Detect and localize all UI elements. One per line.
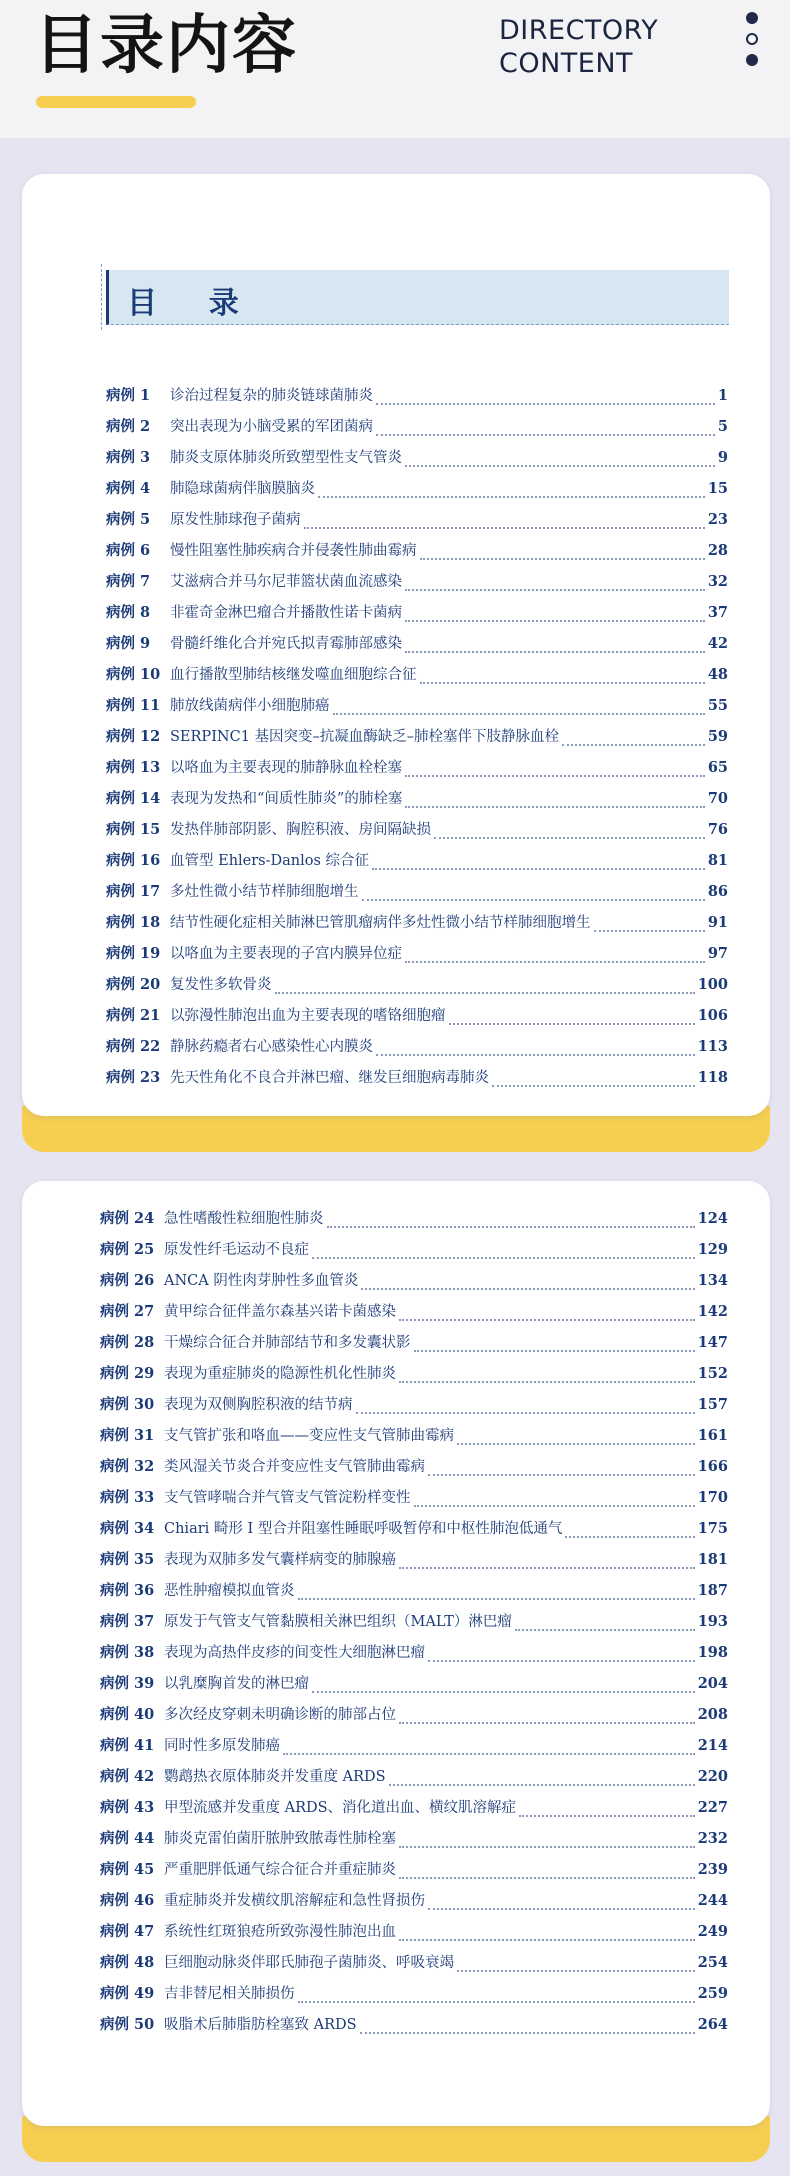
case-title: 以咯血为主要表现的子宫内膜异位症 [170,946,402,962]
page-number: 204 [697,1675,728,1692]
card-body [22,174,770,1116]
page-number: 181 [697,1551,728,1568]
toc-entry[interactable] [106,477,728,508]
case-number: 病例 5 [106,511,151,528]
page-number: 220 [697,1768,728,1785]
dot-leader [420,557,705,560]
page-number: 113 [697,1038,728,1055]
case-title: 恶性肿瘤模拟血管炎 [164,1583,295,1599]
case-number: 病例 9 [106,635,151,652]
toc-entry[interactable] [100,1548,728,1579]
dot-leader [562,743,705,746]
page-number: 81 [707,852,728,869]
case-number: 病例 41 [100,1737,155,1754]
case-number: 病例 18 [106,914,161,931]
dot-leader [515,1628,695,1631]
page-number: 15 [707,480,728,497]
case-number: 病例 50 [100,2016,155,2033]
page-subtitle [499,14,658,80]
page-number: 32 [707,573,728,590]
case-title: 多灶性微小结节样肺细胞增生 [170,884,359,900]
toc-entry[interactable] [100,1827,728,1858]
dot-leader [414,1504,695,1507]
page-number: 254 [697,1954,728,1971]
case-title: 类风湿关节炎合并变应性支气管肺曲霉病 [164,1459,425,1475]
case-number: 病例 28 [100,1334,155,1351]
toc-entry[interactable] [106,911,728,942]
case-number: 病例 31 [100,1427,155,1444]
page-number: 227 [697,1799,728,1816]
case-title: 表现为发热和“间质性肺炎”的肺栓塞 [170,791,403,807]
case-number: 病例 16 [106,852,161,869]
case-title: SERPINC1 基因突变–抗凝血酶缺乏–肺栓塞伴下肢静脉血栓 [170,729,560,745]
case-title: 原发于气管支气管黏膜相关淋巴组织（MALT）淋巴瘤 [164,1614,512,1630]
case-number: 病例 11 [106,697,161,714]
page-number: 28 [707,542,728,559]
subtitle-line1: DIRECTORY [499,15,659,46]
toc-entry[interactable] [106,663,728,694]
case-number: 病例 1 [106,387,151,404]
page-number: 147 [697,1334,728,1351]
dot-leader [519,1814,695,1817]
case-number: 病例 25 [100,1241,155,1258]
toc-entry[interactable] [100,1300,728,1331]
case-number: 病例 44 [100,1830,155,1847]
toc-heading: 目 录 [127,286,241,321]
toc-entry[interactable] [100,1703,728,1734]
dot-leader [428,1907,695,1910]
toc-list [106,384,728,1097]
toc-entry[interactable] [100,1393,728,1424]
page-number: 48 [707,666,728,683]
case-number: 病例 32 [100,1458,155,1475]
toc-entry[interactable] [106,973,728,1004]
page-number: 187 [697,1582,728,1599]
toc-entry[interactable] [100,1734,728,1765]
page-number: 166 [697,1458,728,1475]
page-number: 193 [697,1613,728,1630]
case-number: 病例 23 [106,1069,161,1086]
page-number: 249 [697,1923,728,1940]
page-number: 129 [697,1241,728,1258]
case-number: 病例 45 [100,1861,155,1878]
page-number: 264 [697,2016,728,2033]
toc-list [100,1207,728,2044]
card-body [22,1181,770,2126]
case-title: 非霍奇金淋巴瘤合并播散性诺卡菌病 [170,605,402,621]
case-title: 多次经皮穿刺未明确诊断的肺部占位 [164,1707,396,1723]
case-number: 病例 43 [100,1799,155,1816]
page-number: 70 [707,790,728,807]
dot-leader [298,2000,695,2003]
dot-leader [405,774,705,777]
case-title: 原发性肺球孢子菌病 [170,512,301,528]
dot-leader [389,1783,695,1786]
dot-leader [283,1752,695,1755]
case-title: 血管型 Ehlers-Danlos 综合征 [170,853,370,869]
toc-entry[interactable] [100,1269,728,1300]
toc-entry[interactable] [100,1424,728,1455]
case-number: 病例 38 [100,1644,155,1661]
case-title: 静脉药瘾者右心感染性心内膜炎 [170,1039,373,1055]
case-number: 病例 35 [100,1551,155,1568]
case-number: 病例 13 [106,759,161,776]
case-number: 病例 47 [100,1923,155,1940]
toc-entry[interactable] [106,446,728,477]
case-title: 急性嗜酸性粒细胞性肺炎 [164,1211,324,1227]
dot-leader [405,588,705,591]
case-number: 病例 19 [106,945,161,962]
toc-entry[interactable] [100,1951,728,1982]
case-title: 骨髓纤维化合并宛氏拟青霉肺部感染 [170,636,402,652]
dot-leader [405,805,704,808]
toc-entry[interactable] [106,601,728,632]
dot-leader [405,960,705,963]
case-title: 黄甲综合征伴盖尔森基兴诺卡菌感染 [164,1304,396,1320]
toc-entry[interactable] [106,725,728,756]
toc-entry[interactable] [106,570,728,601]
page-number: 170 [697,1489,728,1506]
page-number: 124 [697,1210,728,1227]
dot-ring-icon [746,33,758,45]
case-number: 病例 36 [100,1582,155,1599]
case-title: Chiari 畸形 Ⅰ 型合并阻塞性睡眠呼吸暂停和中枢性肺泡低通气 [164,1521,563,1537]
case-title: 艾滋病合并马尔尼菲篮状菌血流感染 [170,574,402,590]
case-title: 诊治过程复杂的肺炎链球菌肺炎 [170,388,373,404]
page-number: 232 [697,1830,728,1847]
dot-leader [327,1225,695,1228]
case-title: ANCA 阴性肉芽肿性多血管炎 [164,1273,359,1289]
case-title: 吉非替尼相关肺损伤 [164,1986,295,2002]
dot-leader [457,1969,695,1972]
dot-leader [565,1535,694,1538]
case-title: 表现为双肺多发气囊样病变的肺腺癌 [164,1552,396,1568]
dot-leader [399,1721,695,1724]
case-number: 病例 4 [106,480,151,497]
dot-leader [399,1318,695,1321]
toc-entry[interactable] [106,384,728,415]
case-title: 表现为重症肺炎的隐源性机化性肺炎 [164,1366,396,1382]
case-number: 病例 24 [100,1210,155,1227]
dot-leader [372,867,705,870]
toc-entry[interactable] [100,1455,728,1486]
toc-entry[interactable] [100,1858,728,1889]
case-title: 肺炎支原体肺炎所致塑型性支气管炎 [170,450,402,466]
toc-entry[interactable] [100,1579,728,1610]
toc-entry[interactable] [106,415,728,446]
toc-entry[interactable] [100,1889,728,1920]
toc-entry[interactable] [106,694,728,725]
case-title: 鹦鹉热衣原体肺炎并发重度 ARDS [164,1769,386,1785]
page-number: 100 [697,976,728,993]
case-title: 甲型流感并发重度 ARDS、消化道出血、横纹肌溶解症 [164,1800,517,1816]
case-number: 病例 37 [100,1613,155,1630]
toc-entry[interactable] [106,818,728,849]
case-title: 干燥综合征合并肺部结节和多发囊状影 [164,1335,411,1351]
toc-card-1 [22,174,770,1152]
page-number: 161 [697,1427,728,1444]
toc-entry[interactable] [100,1672,728,1703]
case-title: 肺炎克雷伯菌肝脓肿致脓毒性肺栓塞 [164,1831,396,1847]
dot-leader [399,1876,695,1879]
case-title: 血行播散型肺结核继发噬血细胞综合征 [170,667,417,683]
dot-filled-icon [746,12,758,24]
case-number: 病例 7 [106,573,151,590]
dot-leader [312,1256,695,1259]
case-title: 表现为双侧胸腔积液的结节病 [164,1397,353,1413]
toc-entry[interactable] [100,1765,728,1796]
page-number: 106 [697,1007,728,1024]
case-title: 系统性红斑狼疮所致弥漫性肺泡出血 [164,1924,396,1940]
dot-leader [594,929,705,932]
toc-entry[interactable] [100,1486,728,1517]
page-number: 1 [717,387,728,404]
case-number: 病例 46 [100,1892,155,1909]
toc-entry[interactable] [100,1610,728,1641]
dot-leader [304,526,705,529]
dot-leader [376,402,715,405]
case-title: 发热伴肺部阴影、胸腔积液、房间隔缺损 [170,822,431,838]
toc-entry[interactable] [106,787,728,818]
dot-leader [434,836,705,839]
page-number: 157 [697,1396,728,1413]
toc-entry[interactable] [106,880,728,911]
toc-heading-box [106,270,729,325]
dot-leader [414,1349,695,1352]
dot-leader [420,681,705,684]
case-number: 病例 27 [100,1303,155,1320]
case-title: 以咯血为主要表现的肺静脉血栓栓塞 [170,760,402,776]
case-title: 巨细胞动脉炎伴耶氏肺孢子菌肺炎、呼吸衰竭 [164,1955,454,1971]
case-number: 病例 49 [100,1985,155,2002]
dot-filled-icon [746,54,758,66]
toc-entry[interactable] [106,849,728,880]
page-number: 42 [707,635,728,652]
case-number: 病例 22 [106,1038,161,1055]
dot-leader [298,1597,695,1600]
toc-card-2 [22,1181,770,2162]
case-title: 慢性阻塞性肺疾病合并侵袭性肺曲霉病 [170,543,417,559]
case-title: 先天性角化不良合并淋巴瘤、继发巨细胞病毒肺炎 [170,1070,489,1086]
toc-entry[interactable] [106,1035,728,1066]
page-number: 152 [697,1365,728,1382]
dot-leader [449,1022,695,1025]
dot-leader [275,991,695,994]
case-title: 肺放线菌病伴小细胞肺癌 [170,698,330,714]
case-number: 病例 33 [100,1489,155,1506]
case-number: 病例 42 [100,1768,155,1785]
page-number: 5 [717,418,728,435]
case-title: 复发性多软骨炎 [170,977,272,993]
case-title: 严重肥胖低通气综合征合并重症肺炎 [164,1862,396,1878]
page-number: 91 [707,914,728,931]
toc-entry[interactable] [106,1004,728,1035]
case-number: 病例 6 [106,542,151,559]
dot-leader [376,433,715,436]
page-number: 97 [707,945,728,962]
page-number: 37 [707,604,728,621]
dot-leader [376,1053,695,1056]
dot-leader [333,712,705,715]
case-number: 病例 20 [106,976,161,993]
subtitle-line2: CONTENT [499,48,634,79]
case-title: 以乳糜胸首发的淋巴瘤 [164,1676,309,1692]
title-underline [36,96,196,108]
case-title: 吸脂术后肺脂肪栓塞致 ARDS [164,2017,357,2033]
toc-entry[interactable] [100,1641,728,1672]
toc-entry[interactable] [100,1331,728,1362]
toc-entry[interactable] [100,1362,728,1393]
case-title: 同时性多原发肺癌 [164,1738,280,1754]
case-title: 支气管扩张和咯血——变应性支气管肺曲霉病 [164,1428,454,1444]
toc-entry[interactable] [106,942,728,973]
case-number: 病例 26 [100,1272,155,1289]
toc-entry[interactable] [100,1207,728,1238]
page-number: 23 [707,511,728,528]
page-header [0,0,790,138]
case-number: 病例 48 [100,1954,155,1971]
dot-leader [361,1287,694,1290]
toc-entry[interactable] [100,1517,728,1548]
page-number: 118 [697,1069,728,1086]
case-number: 病例 3 [106,449,151,466]
toc-entry[interactable] [106,632,728,663]
case-number: 病例 8 [106,604,151,621]
dot-leader [405,650,705,653]
dot-leader [399,1566,695,1569]
case-title: 支气管哮喘合并气管支气管淀粉样变性 [164,1490,411,1506]
page-number: 244 [697,1892,728,1909]
case-number: 病例 14 [106,790,161,807]
dot-leader [492,1084,695,1087]
case-number: 病例 21 [106,1007,161,1024]
case-number: 病例 10 [106,666,161,683]
case-title: 突出表现为小脑受累的军团菌病 [170,419,373,435]
case-number: 病例 12 [106,728,161,745]
page-number: 239 [697,1861,728,1878]
case-number: 病例 29 [100,1365,155,1382]
page-number: 86 [707,883,728,900]
page-number: 9 [717,449,728,466]
case-number: 病例 15 [106,821,161,838]
toc-entry[interactable] [100,1920,728,1951]
case-number: 病例 30 [100,1396,155,1413]
case-title: 原发性纤毛运动不良症 [164,1242,309,1258]
page-number: 259 [697,1985,728,2002]
decorative-dots [746,12,760,75]
dot-leader [312,1690,695,1693]
page-number: 208 [697,1706,728,1723]
toc-entry[interactable] [100,1238,728,1269]
dot-leader [318,495,705,498]
page-number: 59 [707,728,728,745]
case-title: 肺隐球菌病伴脑膜脑炎 [170,481,315,497]
dot-leader [457,1442,695,1445]
case-number: 病例 2 [106,418,151,435]
toc-entry[interactable] [106,756,728,787]
toc-entry[interactable] [106,539,728,570]
page-title: 目录内容 [34,9,298,83]
page-number: 142 [697,1303,728,1320]
toc-entry[interactable] [100,2013,728,2044]
dot-leader [428,1659,695,1662]
case-title: 重症肺炎并发横纹肌溶解症和急性肾损伤 [164,1893,425,1909]
dot-leader [360,2031,695,2034]
page-number: 65 [707,759,728,776]
page-number: 214 [697,1737,728,1754]
toc-entry[interactable] [106,1066,728,1097]
toc-entry[interactable] [100,1982,728,2013]
toc-entry[interactable] [106,508,728,539]
case-number: 病例 34 [100,1520,155,1537]
dot-leader [362,898,705,901]
dot-leader [405,464,715,467]
case-title: 以弥漫性肺泡出血为主要表现的嗜铬细胞瘤 [170,1008,446,1024]
page-number: 175 [697,1520,728,1537]
case-title: 结节性硬化症相关肺淋巴管肌瘤病伴多灶性微小结节样肺细胞增生 [170,915,591,931]
page-number: 55 [707,697,728,714]
page-number: 76 [707,821,728,838]
page-number: 134 [697,1272,728,1289]
case-title: 表现为高热伴皮疹的间变性大细胞淋巴瘤 [164,1645,425,1661]
dot-leader [399,1380,695,1383]
case-number: 病例 39 [100,1675,155,1692]
dot-leader [399,1845,695,1848]
dot-leader [428,1473,695,1476]
dot-leader [399,1938,695,1941]
page-number: 198 [697,1644,728,1661]
dot-leader [405,619,705,622]
dot-leader [356,1411,695,1414]
toc-entry[interactable] [100,1796,728,1827]
case-number: 病例 17 [106,883,161,900]
case-number: 病例 40 [100,1706,155,1723]
